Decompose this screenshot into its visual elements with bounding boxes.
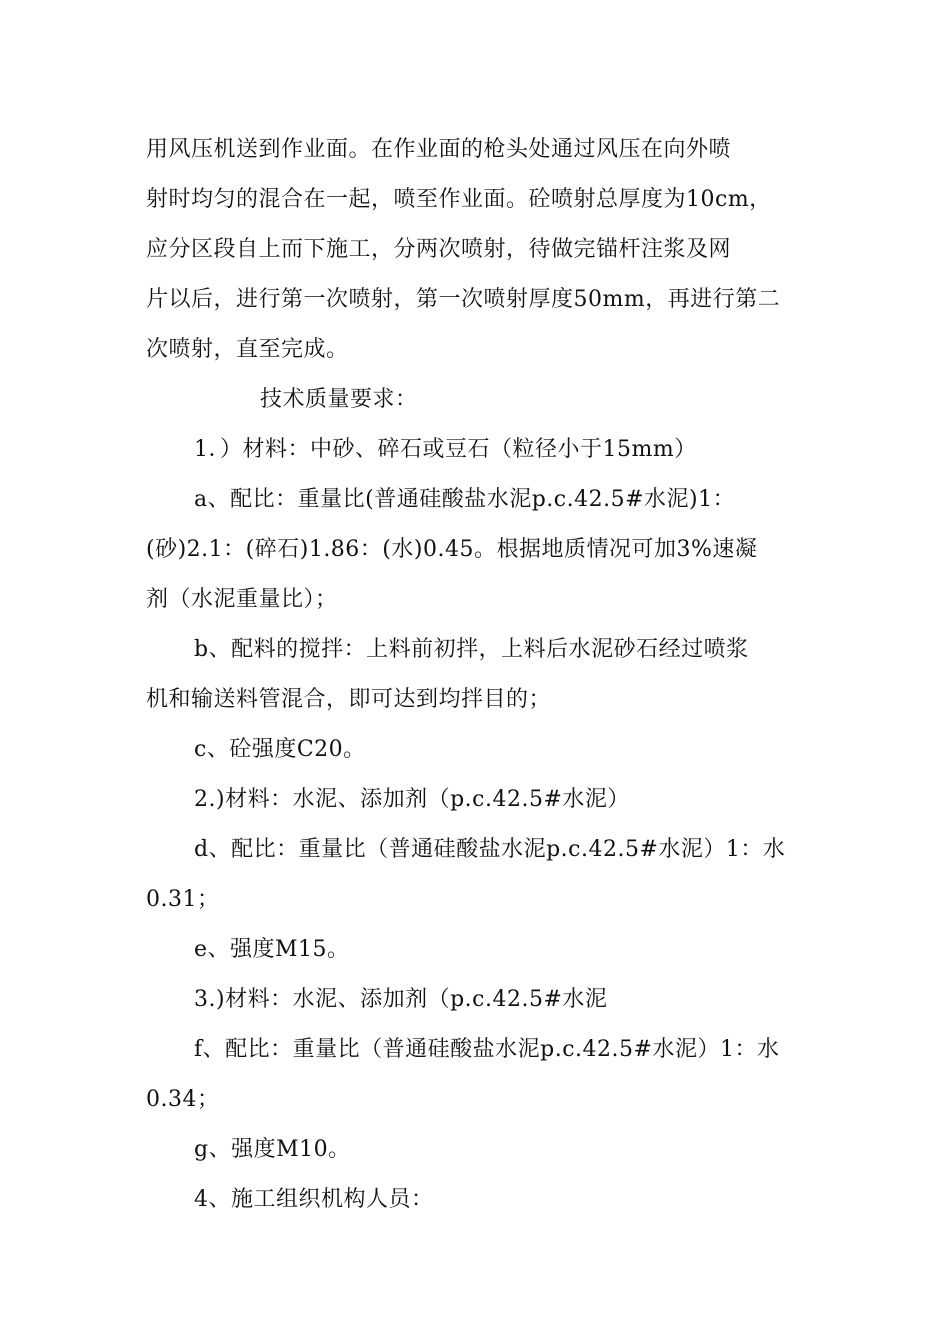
text-line: 用风压机送到作业面。在作业面的枪头处通过风压在向外喷 bbox=[146, 137, 732, 162]
item-b-line: b、配料的搅拌：上料前初拌，上料后水泥砂石经过喷浆 bbox=[194, 637, 749, 662]
text-line: 射时均匀的混合在一起，喷至作业面。砼喷射总厚度为10cm， bbox=[146, 187, 772, 212]
item-g: g、强度M10。 bbox=[194, 1137, 351, 1162]
item-a-line: (砂)2.1：(碎石)1.86：(水)0.45。根据地质情况可加3%速凝 bbox=[146, 537, 758, 562]
text-line: 片以后，进行第一次喷射，第一次喷射厚度50mm，再进行第二 bbox=[146, 287, 781, 312]
item-a-line: a、配比：重量比(普通硅酸盐水泥p.c.42.5#水泥)1： bbox=[194, 487, 736, 512]
item-f-line: f、配比：重量比（普通硅酸盐水泥p.c.42.5#水泥）1：水 bbox=[194, 1037, 780, 1062]
item-a-line: 剂（水泥重量比）； bbox=[146, 587, 338, 612]
item-2: 2.)材料：水泥、添加剂（p.c.42.5#水泥） bbox=[194, 787, 630, 812]
item-3: 3.)材料：水泥、添加剂（p.c.42.5#水泥 bbox=[194, 987, 608, 1012]
item-d-line: d、配比：重量比（普通硅酸盐水泥p.c.42.5#水泥）1：水 bbox=[194, 837, 786, 862]
item-4: 4、施工组织机构人员： bbox=[194, 1187, 434, 1212]
item-1: 1．）材料：中砂、碎石或豆石（粒径小于15mm） bbox=[194, 437, 697, 462]
text-line: 次喷射，直至完成。 bbox=[146, 337, 349, 362]
item-b-line: 机和输送料管混合，即可达到均拌目的； bbox=[146, 687, 552, 712]
text-line: 应分区段自上而下施工，分两次喷射，待做完锚杆注浆及网 bbox=[146, 237, 732, 262]
item-d-line: 0.31； bbox=[146, 887, 220, 912]
item-c: c、砼强度C20。 bbox=[194, 737, 366, 762]
item-e: e、强度M15。 bbox=[194, 937, 350, 962]
item-f-line: 0.34； bbox=[146, 1087, 220, 1112]
section-heading: 技术质量要求： bbox=[260, 387, 418, 412]
